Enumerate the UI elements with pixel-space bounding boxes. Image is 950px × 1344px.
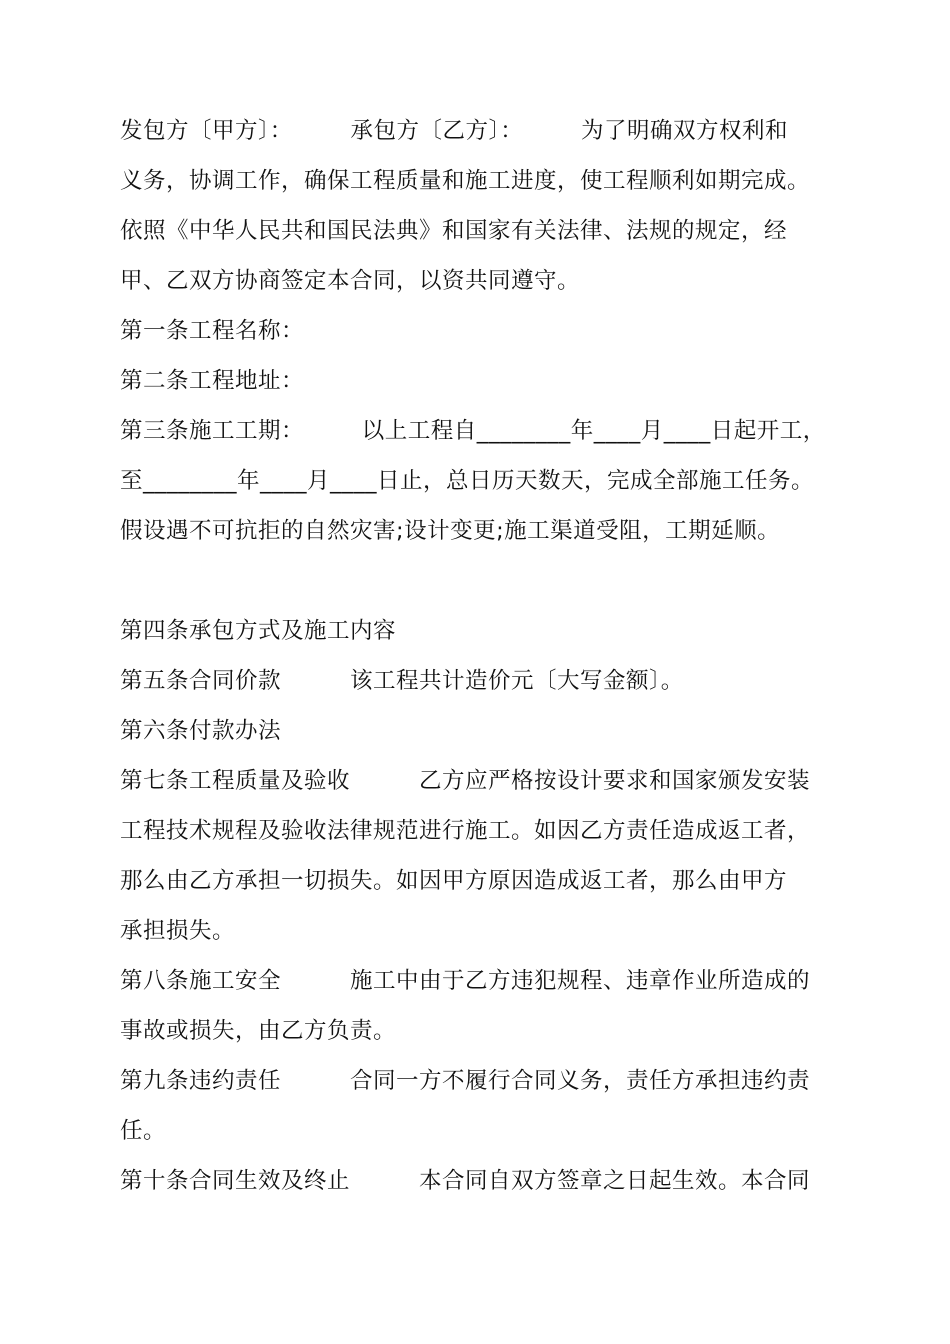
paragraph-line: 甲、乙双方协商签定本合同，以资共同遵守。 (120, 268, 581, 294)
article-10-line: 第十条合同生效及终止 本合同自双方签章之日起生效。本合同 (120, 1168, 811, 1194)
contract-body (120, 106, 840, 1206)
article-1-title: 第一条工程名称： (120, 318, 305, 344)
blank-line (120, 556, 840, 606)
article-9-line: 任。 (120, 1118, 167, 1144)
article-7-line: 工程技术规程及验收法律规范进行施工。如因乙方责任造成返工者， (120, 818, 811, 844)
article-9-line: 第九条违约责任 合同一方不履行合同义务，责任方承担违约责 (120, 1068, 811, 1094)
article-8-line: 事故或损失，由乙方负责。 (120, 1018, 397, 1044)
paragraph-line: 发包方〔甲方〕： 承包方〔乙方〕： 为了明确双方权利和 (120, 118, 789, 144)
article-6-title: 第六条付款办法 (120, 718, 282, 744)
article-7-line: 第七条工程质量及验收 乙方应严格按设计要求和国家颁发安装 (120, 768, 811, 794)
article-7-line: 那么由乙方承担一切损失。如因甲方原因造成返工者，那么由甲方 (120, 868, 788, 894)
paragraph-line: 依照《中华人民共和国民法典》和国家有关法律、法规的规定，经 (120, 218, 788, 244)
article-3-line: 第三条施工工期： 以上工程自________年____月____日起开工， (120, 418, 826, 444)
paragraph-line: 义务，协调工作，确保工程质量和施工进度，使工程顺利如期完成。 (120, 168, 811, 194)
article-7-line: 承担损失。 (120, 918, 236, 944)
article-4-title: 第四条承包方式及施工内容 (120, 618, 397, 644)
article-3-line: 至________年____月____日止，总日历天数天，完成全部施工任务。 (120, 468, 815, 494)
article-8-line: 第八条施工安全 施工中由于乙方违犯规程、违章作业所造成的 (120, 968, 811, 994)
article-3-line: 假设遇不可抗拒的自然灾害;设计变更;施工渠道受阻，工期延顺。 (120, 518, 781, 544)
article-2-title: 第二条工程地址： (120, 368, 305, 394)
article-5-line: 第五条合同价款 该工程共计造价元〔大写金额〕。 (120, 668, 684, 694)
